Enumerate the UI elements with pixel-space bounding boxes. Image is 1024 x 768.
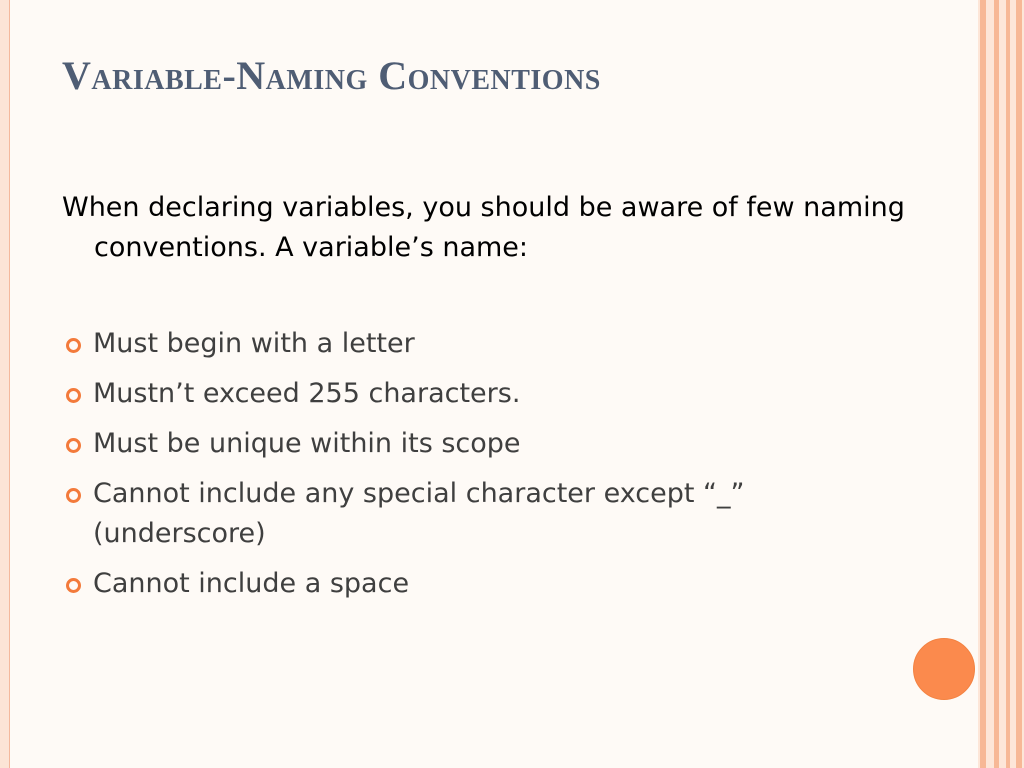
bullet-list	[62, 324, 902, 614]
list-item	[62, 424, 902, 464]
bullet-text: Cannot include any special character except “_” (underscore)	[93, 478, 745, 549]
right-frame-border	[978, 0, 1024, 768]
bullet-ring-icon	[66, 578, 81, 593]
frame-stripe	[1006, 0, 1010, 768]
bullet-text: Mustn’t exceed 255 characters.	[93, 378, 521, 409]
bullet-ring-icon	[66, 338, 81, 353]
bullet-text: Must begin with a letter	[93, 328, 415, 359]
slide-title: Variable-Naming Conventions	[62, 53, 601, 98]
bullet-text: Cannot include a space	[93, 568, 410, 599]
intro-paragraph: When declaring variables, you should be aware of few naming conventions. A variable’s name:	[62, 192, 905, 263]
bullet-ring-icon	[66, 438, 81, 453]
decorative-circle-icon	[913, 638, 975, 700]
list-item	[62, 474, 902, 554]
frame-stripe	[1016, 0, 1022, 768]
bullet-ring-icon	[66, 388, 81, 403]
bullet-ring-icon	[66, 488, 81, 503]
list-item	[62, 374, 902, 414]
frame-stripe	[994, 0, 999, 768]
bullet-text: Must be unique within its scope	[93, 428, 521, 459]
list-item	[62, 564, 902, 604]
left-frame-border	[0, 0, 10, 768]
frame-stripe	[980, 0, 986, 768]
list-item	[62, 324, 902, 364]
